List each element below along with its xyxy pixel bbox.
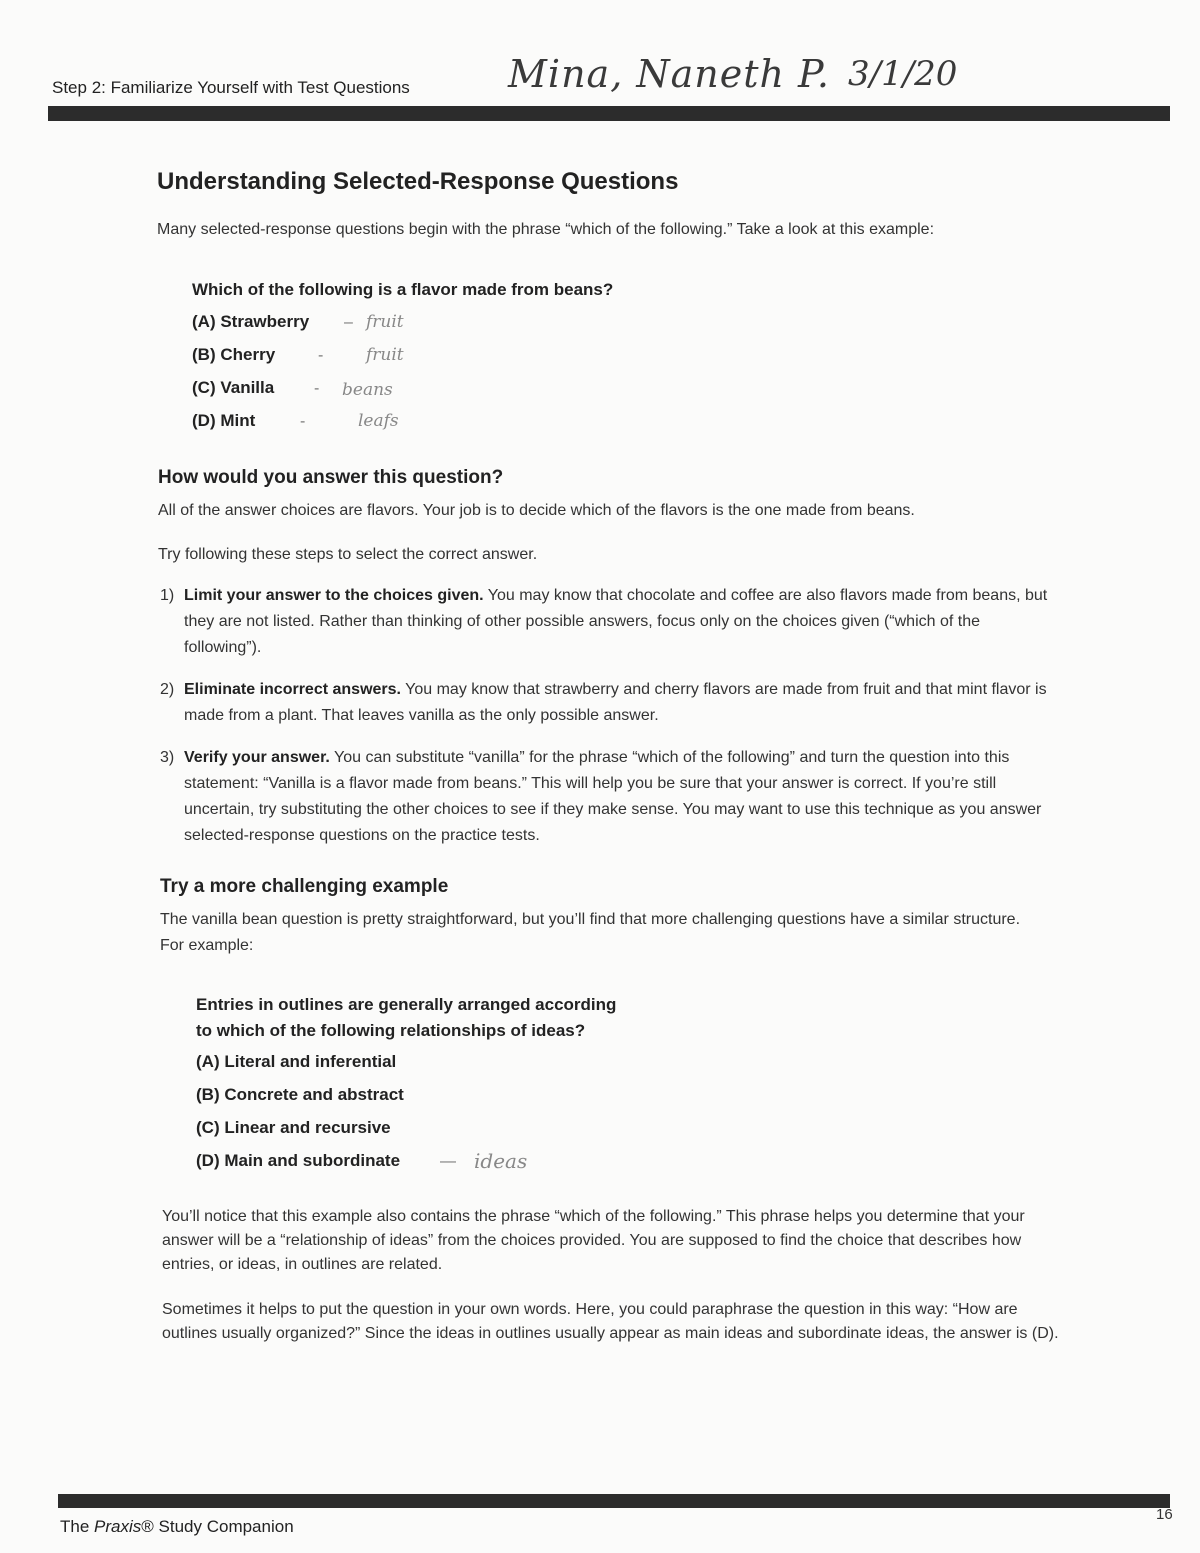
step-number: 2)	[160, 681, 175, 698]
challenge-heading: Try a more challenging example	[160, 876, 449, 897]
example1-question: Which of the following is a flavor made from beans?	[192, 280, 614, 299]
challenge-choice-b	[196, 1085, 404, 1105]
annotation-dash: —	[440, 1153, 456, 1170]
choice-label: (D)	[192, 411, 216, 430]
answering-heading: How would you answer this question?	[158, 467, 504, 488]
answering-para2: Try following these steps to select the correct answer.	[158, 546, 538, 563]
handwritten-note-ideas: ideas	[474, 1149, 528, 1173]
example1-choice-d	[192, 411, 255, 431]
step-number: 3)	[160, 749, 175, 766]
choice-label: (B)	[196, 1085, 220, 1104]
page-number: 16	[1156, 1506, 1173, 1523]
challenge-choice-a	[196, 1052, 396, 1072]
challenge-choice-c	[196, 1118, 391, 1138]
section-header-label: Step 2: Familiarize Yourself with Test Questions	[52, 78, 410, 97]
choice-label: (A)	[196, 1052, 220, 1071]
handwritten-note-c: beans	[342, 380, 393, 400]
choice-text: Cherry	[220, 345, 276, 364]
footer-prefix: The	[60, 1517, 95, 1536]
step-text: You can substitute “vanilla” for the phrase “which of the following” and turn the question into this statement: “Vanilla is a flavor made from beans.” This will help you be sure that your answer is correct. If you’re still uncertain, try substituting the other choices to see if they make sense. You may want to use this technique as you answer selected-response questions on the practice tests.	[184, 749, 1042, 844]
footer-brand: Praxis	[94, 1517, 142, 1536]
challenge-question-line1: Entries in outlines are generally arranged according	[196, 995, 617, 1014]
choice-text: Literal and inferential	[224, 1052, 397, 1071]
handwritten-date: 3/1/20	[848, 54, 958, 94]
handwritten-name: Mina, Naneth P.	[508, 52, 830, 96]
choice-text: Vanilla	[220, 378, 275, 397]
handwritten-note-d: leafs	[358, 411, 399, 431]
annotation-dash: -	[314, 380, 320, 397]
challenge-choice-d	[196, 1151, 400, 1171]
choice-text: Concrete and abstract	[224, 1085, 404, 1104]
footer-publication	[60, 1517, 294, 1537]
challenge-para1: You’ll notice that this example also contains the phrase “which of the following.” This phrase helps you determine that your answer will be a “relationship of ideas” from the choices provided. You are supposed to find the choice that describes how entries, or ideas, in outlines are related.	[162, 1208, 1025, 1273]
annotation-dash: -	[300, 413, 306, 430]
annotation-dash: –	[344, 314, 353, 331]
example1-choice-c	[192, 378, 274, 398]
annotation-dash: -	[318, 347, 324, 364]
step-bold: Verify your answer.	[184, 749, 330, 766]
step-text: You may know that chocolate and coffee are also flavors made from beans, but they are not listed. Rather than thinking of other possible answers, focus only on the choices given (“which of the following”).	[184, 587, 1048, 656]
step-number: 1)	[160, 587, 175, 604]
footer-rule	[58, 1494, 1170, 1508]
section-intro: Many selected-response questions begin with the phrase “which of the following.” Take a look at this example:	[157, 221, 935, 238]
choice-label: (C)	[196, 1118, 220, 1137]
footer-suffix: ® Study Companion	[141, 1517, 294, 1536]
step-item	[160, 583, 1060, 661]
challenge-intro: The vanilla bean question is pretty straightforward, but you’ll find that more challenging questions have a similar structure. For example:	[160, 911, 1021, 954]
choice-label: (A)	[192, 312, 216, 331]
steps-list	[160, 583, 1060, 865]
choice-label: (B)	[192, 345, 216, 364]
challenge-para2: Sometimes it helps to put the question in your own words. Here, you could paraphrase the question in this way: “How are outlines usually organized?” Since the ideas in outlines usually appear as main ideas and subordinate ideas, the answer is (D).	[162, 1301, 1059, 1342]
section-title: Understanding Selected-Response Questions	[157, 168, 679, 195]
choice-label: (D)	[196, 1151, 220, 1170]
choice-text: Mint	[220, 411, 256, 430]
challenge-question-line2: to which of the following relationships of ideas?	[196, 1021, 586, 1040]
header-rule	[48, 106, 1170, 121]
example1-choice-b	[192, 345, 275, 365]
choice-label: (C)	[192, 378, 216, 397]
step-bold: Eliminate incorrect answers.	[184, 681, 401, 698]
step-bold: Limit your answer to the choices given.	[184, 587, 484, 604]
handwritten-note-b: fruit	[366, 345, 404, 365]
handwritten-note-a: fruit	[366, 312, 404, 332]
choice-text: Linear and recursive	[224, 1118, 391, 1137]
step-text: You may know that strawberry and cherry flavors are made from fruit and that mint flavor is made from a plant. That leaves vanilla as the only possible answer.	[184, 681, 1047, 724]
step-item	[160, 745, 1060, 849]
choice-text: Strawberry	[220, 312, 310, 331]
choice-text: Main and subordinate	[224, 1151, 401, 1170]
answering-para1: All of the answer choices are flavors. Your job is to decide which of the flavors is the one made from beans.	[158, 502, 915, 519]
step-item	[160, 677, 1060, 729]
example1-choice-a	[192, 312, 309, 332]
